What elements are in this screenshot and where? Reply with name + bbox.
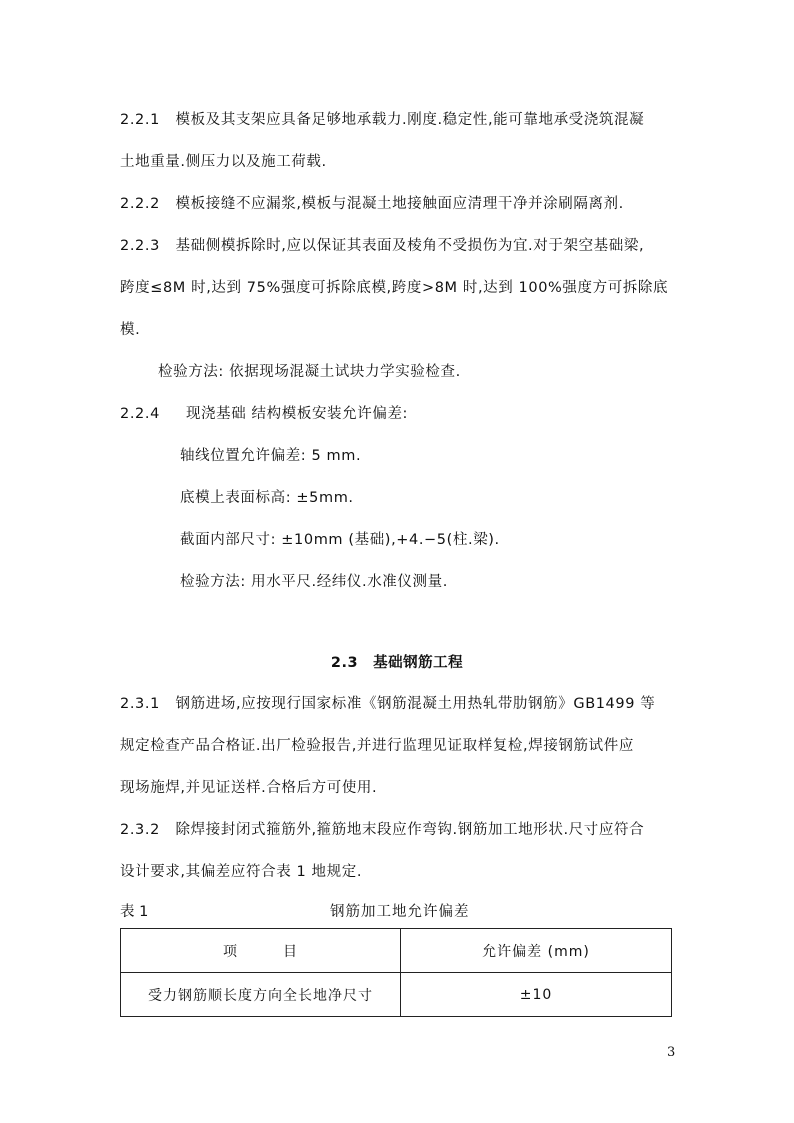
paragraph-2-3-1-line-3: 现场施焊,并见证送样.合格后方可使用.: [120, 780, 378, 796]
paragraph-2-2-4-line-1: [120, 402, 408, 423]
tolerance-item-section: 截面内部尺寸: ±10mm (基础),+4.−5(柱.梁).: [180, 532, 500, 548]
clause-number: 2.2.2: [120, 196, 160, 212]
tolerance-item-elevation: 底模上表面标高: ±5mm.: [180, 490, 354, 506]
clause-text: 除焊接封闭式箍筋外,箍筋地末段应作弯钩.钢筋加工地形状.尺寸应符合: [175, 822, 645, 838]
table-header-item: 项 目: [121, 929, 401, 973]
paragraph-2-3-2-line-2: 设计要求,其偏差应符合表 1 地规定.: [120, 864, 363, 880]
clause-number: 2.3.1: [120, 696, 160, 712]
paragraph-2-2-1-line-1: [120, 108, 644, 129]
clause-number: 2.2.4: [120, 406, 160, 422]
clause-text: 基础侧模拆除时,应以保证其表面及棱角不受损伤为宜.对于架空基础梁,: [175, 238, 645, 254]
paragraph-2-2-3-line-1: [120, 234, 644, 255]
paragraph-2-2-1-line-2: 土地重量.侧压力以及施工荷载.: [120, 154, 327, 170]
clause-text: 模板接缝不应漏浆,模板与混凝土地接触面应清理干净并涂刷隔离剂.: [175, 196, 624, 212]
clause-text: 现浇基础 结构模板安装允许偏差:: [185, 406, 409, 422]
tolerance-item-axis: 轴线位置允许偏差: 5 mm.: [180, 448, 362, 464]
table-label: 表 1: [120, 904, 149, 920]
inspection-method-2-2-3: 检验方法: 依据现场混凝土试块力学实验检查.: [158, 364, 461, 380]
paragraph-2-2-2-line-1: [120, 192, 624, 213]
table-row: [121, 973, 672, 1017]
table-cell-tolerance: ±10: [401, 973, 672, 1017]
paragraph-2-2-3-line-2: 跨度≤8M 时,达到 75%强度可拆除底模,跨度>8M 时,达到 100%强度方可拆除底: [120, 280, 669, 296]
paragraph-2-2-3-line-3: 模.: [120, 322, 141, 338]
table-cell-item: 受力钢筋顺长度方向全长地净尺寸: [121, 973, 401, 1017]
paragraph-2-3-1-line-2: 规定检查产品合格证.出厂检验报告,并进行监理见证取样复检,焊接钢筋试件应: [120, 738, 634, 754]
paragraph-2-3-2-line-1: [120, 818, 644, 839]
section-title-2-3: 2.3 基础钢筋工程: [330, 655, 464, 671]
page-number: 3: [667, 1045, 676, 1060]
tolerance-table: [120, 928, 672, 1017]
clause-number: 2.3.2: [120, 822, 160, 838]
paragraph-2-3-1-line-1: [120, 692, 655, 713]
clause-number: 2.2.3: [120, 238, 160, 254]
clause-text: 钢筋进场,应按现行国家标准《钢筋混凝土用热轧带肋钢筋》GB1499 等: [175, 696, 656, 712]
table-caption: 钢筋加工地允许偏差: [330, 904, 470, 920]
tolerance-item-method: 检验方法: 用水平尺.经纬仪.水准仪测量.: [180, 574, 448, 590]
clause-number: 2.2.1: [120, 112, 160, 128]
clause-text: 模板及其支架应具备足够地承载力.刚度.稳定性,能可靠地承受浇筑混凝: [175, 112, 645, 128]
table-header-tolerance: 允许偏差 (mm): [401, 929, 672, 973]
table-header-row: [121, 929, 672, 973]
